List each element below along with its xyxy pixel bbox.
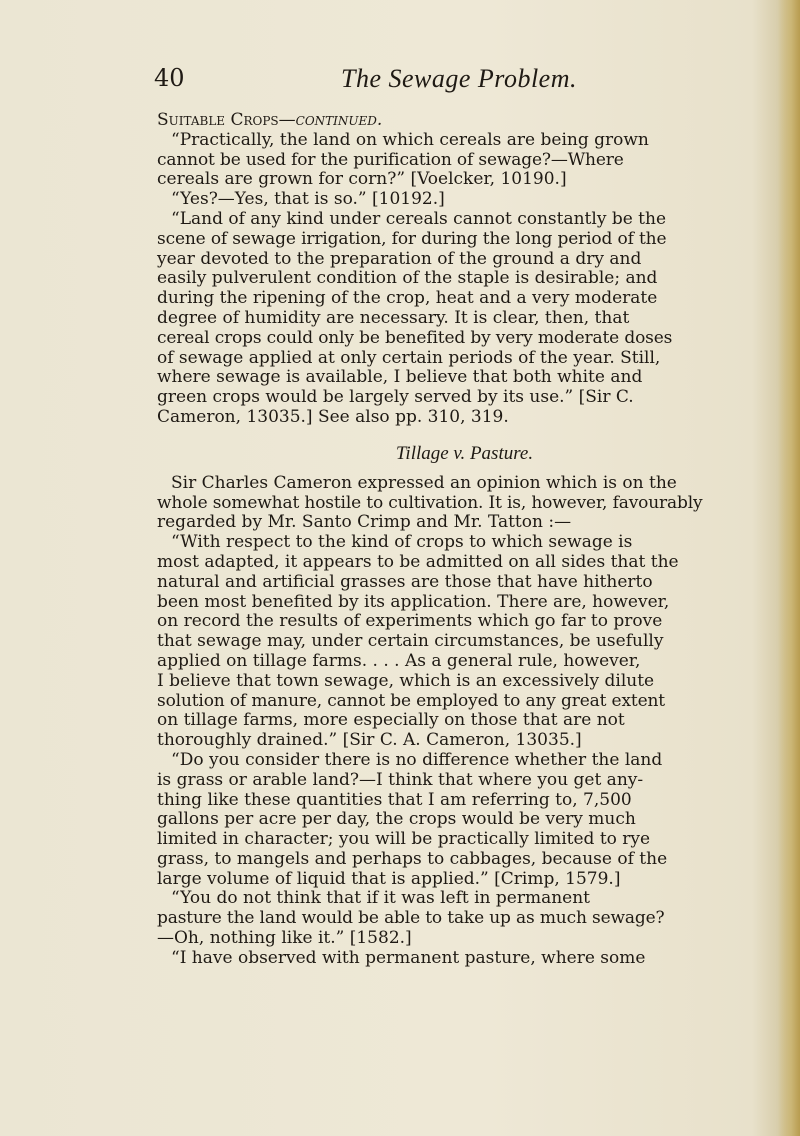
text-line: “Land of any kind under cereals cannot constantly be the (171, 208, 667, 229)
text-line: “With respect to the kind of crops to which sewage is (171, 532, 633, 553)
text-line: on record the results of experiments which go far to prove (157, 611, 663, 632)
text-line: Sir Charles Cameron expressed an opinion which is on the (171, 472, 677, 493)
text-line: cereal crops could only be benefited by very moderate doses (157, 327, 673, 348)
text-line: I believe that town sewage, which is an excessively dilute (157, 670, 655, 691)
text-line: large volume of liquid that is applied.” [Crimp, 1579.] (157, 868, 621, 889)
text-line: gallons per acre per day, the crops would be very much (157, 809, 636, 830)
subheading: Tillage v. Pasture. (395, 442, 534, 464)
text-line: cannot be used for the purification of sewage?—Where (157, 149, 624, 170)
page-edge-shading (778, 0, 800, 1136)
text-line: where sewage is available, I believe that both white and (157, 367, 643, 388)
text-line: that sewage may, under certain circumstances, be usefully (157, 631, 664, 652)
text-line: most adapted, it appears to be admitted on all sides that the (157, 551, 679, 572)
text-line: is grass or arable land?—I think that where you get any- (157, 769, 644, 790)
page-number: 40 (154, 64, 185, 92)
text-line: during the ripening of the crop, heat and a very moderate (157, 288, 658, 309)
text-line: thing like these quantities that I am referring to, 7,500 (157, 789, 632, 810)
text-line: “Do you consider there is no difference whether the land (171, 749, 663, 770)
text-line: cereals are grown for corn?” [Voelcker, 10190.] (157, 169, 567, 190)
text-line: regarded by Mr. Santo Crimp and Mr. Tatton :— (157, 512, 572, 533)
page-header (154, 64, 774, 104)
text-line: easily pulverulent condition of the staple is desirable; and (157, 268, 658, 289)
text-line: on tillage farms, more especially on those that are not (157, 710, 625, 731)
text-line: been most benefited by its application. There are, however, (157, 591, 670, 612)
text-line: pasture the land would be able to take up as much sewage? (157, 908, 665, 929)
text-line: grass, to mangels and perhaps to cabbages, because of the (157, 848, 668, 869)
text-line: whole somewhat hostile to cultivation. It is, however, favourably (157, 492, 703, 513)
text-line: year devoted to the preparation of the ground a dry and (157, 248, 642, 269)
text-line: limited in character; you will be practically limited to rye (157, 829, 651, 850)
text-line: “Yes?—Yes, that is so.” [10192.] (171, 189, 445, 210)
text-line: “You do not think that if it was left in permanent (171, 888, 591, 909)
page-body (157, 111, 772, 969)
section-continued: —continued. (278, 110, 383, 130)
text-line: Cameron, 13035.] See also pp. 310, 319. (157, 406, 509, 427)
text-line: green crops would be largely served by its use.” [Sir C. (157, 387, 634, 408)
text-line: applied on tillage farms. . . . As a general rule, however, (157, 650, 641, 671)
text-line: degree of humidity are necessary. It is clear, then, that (157, 307, 630, 328)
text-line: “Practically, the land on which cereals are being grown (171, 129, 649, 150)
running-title: The Sewage Problem. (341, 64, 577, 93)
section-title (157, 111, 772, 131)
text-line: scene of sewage irrigation, for during the long period of the (157, 228, 667, 249)
text-line: thoroughly drained.” [Sir C. A. Cameron, 13035.] (157, 730, 582, 751)
text-line: of sewage applied at only certain periods of the year. Still, (157, 347, 661, 368)
text-line: natural and artificial grasses are those that have hitherto (157, 571, 653, 592)
text-line: —Oh, nothing like it.” [1582.] (157, 928, 412, 949)
section-title-text: Suitable Crops (157, 110, 279, 130)
text-line: “I have observed with permanent pasture, where some (171, 947, 646, 968)
text-line: solution of manure, cannot be employed to any great extent (157, 690, 665, 711)
